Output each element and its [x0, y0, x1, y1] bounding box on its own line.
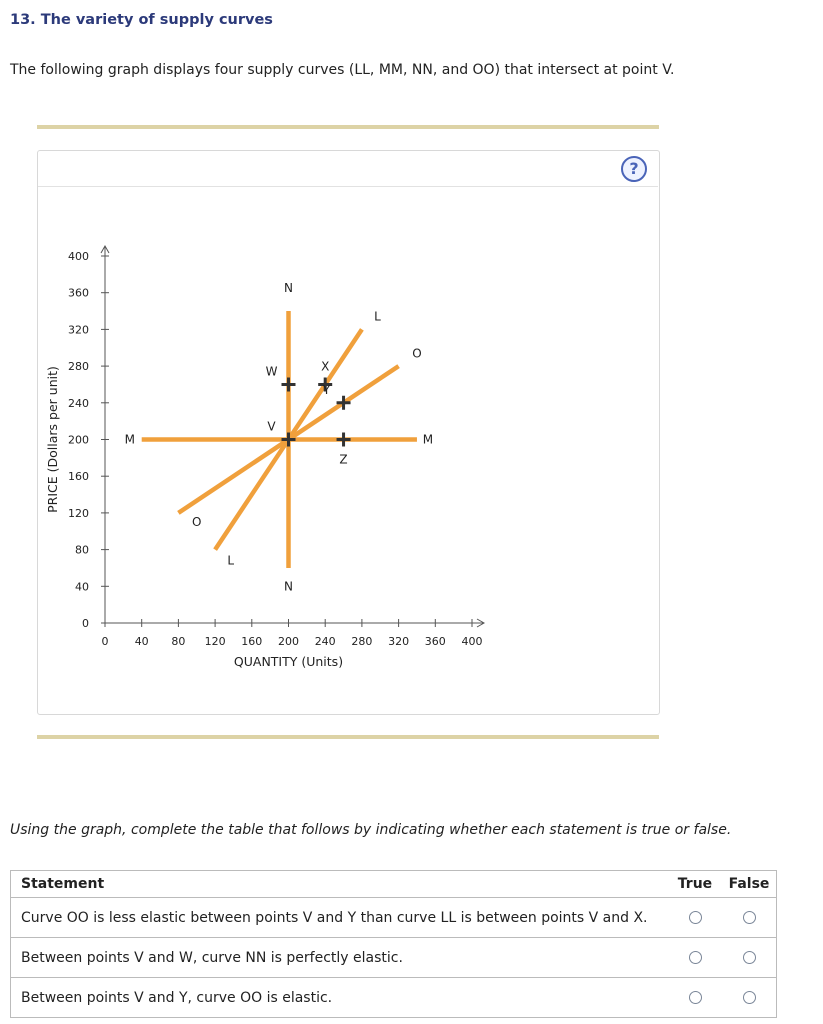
point-z-marker: [337, 433, 351, 447]
y-tick-label: 200: [68, 433, 89, 447]
x-tick-label: 80: [171, 635, 186, 648]
x-tick-label: 40: [134, 635, 149, 648]
point-z-label: Z: [339, 452, 348, 467]
row-3-false-radio[interactable]: [743, 991, 756, 1004]
row-2-true-radio[interactable]: [689, 951, 702, 964]
question-intro: The following graph displays four supply curves (LL, MM, NN, and OO) that intersect at point V.: [10, 62, 675, 78]
y-tick-label: 360: [68, 286, 89, 300]
y-axis-label: PRICE (Dollars per unit): [45, 366, 60, 513]
x-tick-label: 120: [204, 635, 226, 648]
point-x-label: X: [321, 359, 330, 374]
x-tick-label: 360: [424, 635, 446, 648]
table-row: [11, 938, 777, 978]
question-title: 13. The variety of supply curves: [10, 12, 273, 28]
curve-label-n: N: [284, 579, 293, 594]
table-row: [11, 898, 777, 938]
point-w-label: W: [265, 364, 278, 379]
table-row: [11, 978, 777, 1018]
x-tick-label: 0: [101, 635, 109, 648]
curve-label-m: M: [124, 432, 135, 447]
x-tick-label: 400: [461, 635, 483, 648]
y-tick-label: 0: [82, 617, 89, 630]
true-false-table: [10, 870, 777, 1018]
point-y-label: Y: [322, 382, 331, 397]
bottom-divider: [37, 735, 659, 739]
curve-label-m: M: [422, 432, 434, 447]
y-tick-label: 160: [68, 470, 89, 484]
table-header-row: [11, 871, 777, 898]
row-3-true-radio[interactable]: [689, 991, 702, 1004]
table-instruction: Using the graph, complete the table that follows by indicating whether each statement is true or false.: [10, 822, 732, 838]
curve-label-l: L: [374, 309, 381, 324]
row-1-false-radio[interactable]: [743, 911, 756, 924]
x-tick-label: 200: [278, 635, 299, 648]
statement-text: Between points V and Y, curve OO is elastic.: [11, 978, 669, 1018]
row-1-true-radio[interactable]: [689, 911, 702, 924]
x-tick-label: 240: [314, 635, 336, 648]
y-tick-label: 120: [68, 506, 89, 520]
row-2-false-radio[interactable]: [743, 951, 756, 964]
x-tick-label: 320: [388, 635, 410, 648]
y-tick-label: 280: [68, 360, 89, 374]
curve-label-l: L: [227, 553, 235, 568]
statement-text: Curve OO is less elastic between points V and Y than curve LL is between points V and X.: [11, 898, 669, 938]
y-tick-label: 40: [75, 580, 89, 594]
true-header: True: [668, 871, 722, 898]
y-tick-label: 80: [75, 543, 89, 557]
x-tick-label: 160: [241, 635, 263, 648]
curve-label-n: N: [284, 281, 293, 296]
point-w-marker: [282, 377, 296, 391]
x-tick-label: 280: [351, 635, 373, 648]
false-header: False: [722, 871, 777, 898]
help-question-icon[interactable]: ?: [621, 156, 647, 182]
y-tick-label: 400: [68, 250, 89, 263]
point-v-label: V: [267, 419, 276, 434]
x-axis-label: QUANTITY (Units): [233, 654, 344, 669]
y-tick-label: 240: [68, 396, 89, 410]
y-tick-label: 320: [68, 323, 89, 337]
curve-label-o: O: [192, 515, 202, 530]
statement-header: Statement: [11, 871, 669, 898]
statement-text: Between points V and W, curve NN is perfectly elastic.: [11, 938, 669, 978]
curve-label-o: O: [412, 346, 422, 361]
